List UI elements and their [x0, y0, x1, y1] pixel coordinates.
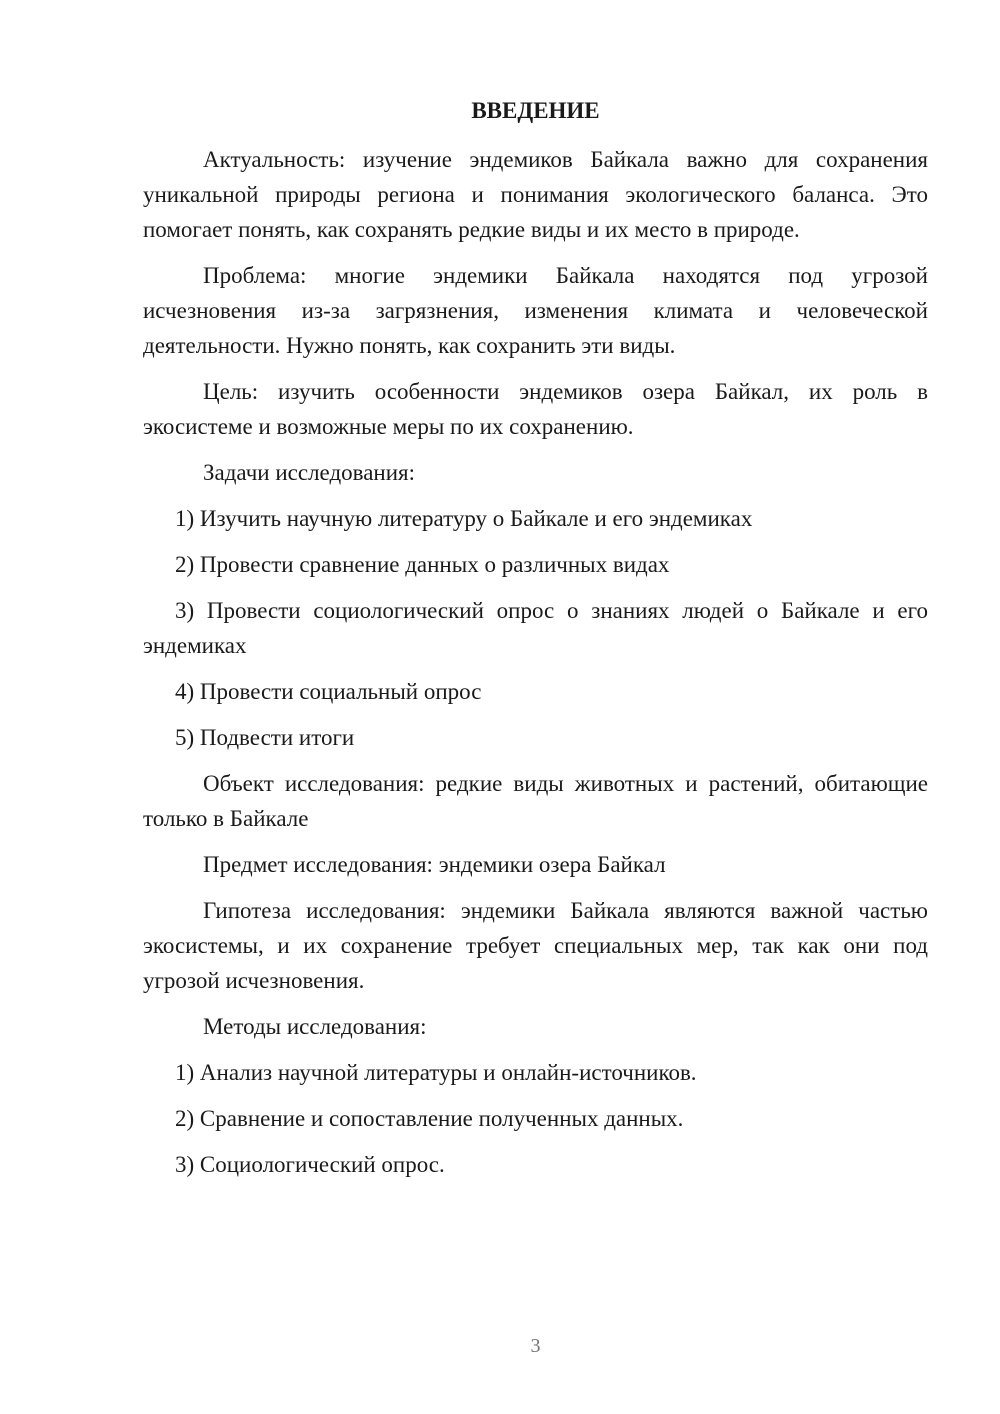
task-item: 5) Подвести итоги: [175, 725, 355, 750]
method-item: 1) Анализ научной литературы и онлайн-источников.: [175, 1060, 697, 1085]
page-title: ВВЕДЕНИЕ: [471, 98, 600, 123]
task-item: 4) Провести социальный опрос: [175, 679, 482, 704]
paragraph-hypothesis: Гипотеза исследования: эндемики Байкала являются важной частью экосистемы, и их сохранение требует специальных мер, так как они под угрозой исчезновения.: [143, 898, 928, 993]
task-item: 3) Провести социологический опрос о знаниях людей о Байкале и его эндемиках: [143, 598, 928, 658]
methods-heading: Методы исследования:: [203, 1014, 427, 1039]
page-number: 3: [530, 1335, 541, 1357]
paragraph-goal: Цель: изучить особенности эндемиков озера Байкал, их роль в экосистеме и возможные меры по их сохранению.: [143, 379, 928, 439]
paragraph-problem: Проблема: многие эндемики Байкала находятся под угрозой исчезновения из-за загрязнения, изменения климата и человеческой деятельности. Нужно понять, как сохранить эти виды.: [143, 263, 928, 358]
task-item: 2) Провести сравнение данных о различных видах: [175, 552, 670, 577]
method-item: 3) Социологический опрос.: [175, 1152, 445, 1177]
paragraph-subject: Предмет исследования: эндемики озера Байкал: [203, 852, 666, 877]
paragraph-object: Объект исследования: редкие виды животных и растений, обитающие только в Байкале: [143, 771, 928, 831]
task-item: 1) Изучить научную литературу о Байкале и его эндемиках: [175, 506, 753, 531]
method-item: 2) Сравнение и сопоставление полученных данных.: [175, 1106, 684, 1131]
document-body: [143, 142, 928, 1193]
tasks-heading: Задачи исследования:: [203, 460, 416, 485]
paragraph-relevance: Актуальность: изучение эндемиков Байкала важно для сохранения уникальной природы региона и понимания экологического баланса. Это помогает понять, как сохранять редкие виды и их место в природе.: [143, 147, 928, 242]
document-page: [143, 0, 928, 1414]
